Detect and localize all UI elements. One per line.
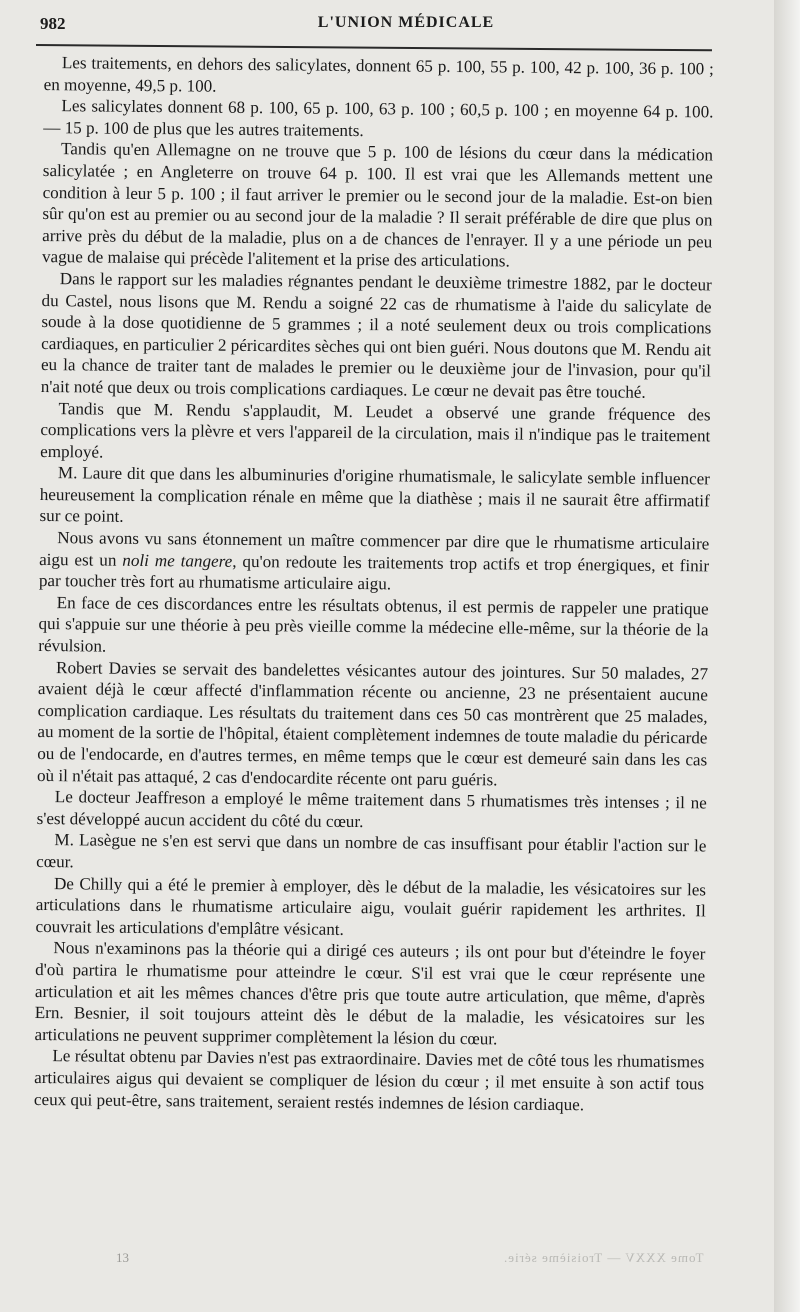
paragraph: M. Laure dit que dans les albuminuries d'origine rhumatismale, le salicylate semble influencer heureusement la complication rénale en même que la diathèse ; mais il ne saurait être affirmatif sur ce point. <box>39 463 711 527</box>
signature-mark: 13 <box>116 1250 129 1265</box>
paragraph: Le résultat obtenu par Davies n'est pas extraordinaire. Davies met de côté tous les rhumatismes articulaires aigus qui devaient se compliquer de lésion du cœur ; il met ensuite à son actif tous ceux qui peut-être, sans traitement, seraient restés indemnes de lésion cardiaque. <box>33 1046 705 1114</box>
header-rule <box>36 44 712 51</box>
paragraph: En face de ces discordances entre les résultats obtenus, il est permis de rappeler une pratique qui s'appuie sur une théorie à peu près vieille comme la médecine elle-même, sur la théorie de la révulsion. <box>38 592 709 656</box>
paragraph: De Chilly qui a été le premier à employer, dès le début de la maladie, les vésicatoires sur les articulations dans le rhumatisme articulaire aigu, voulait guérir rapidement les arthrites. Il couvrait les articulations d'emplâtre vésicant. <box>35 873 707 939</box>
paragraph: Les traitements, en dehors des salicylates, donnent 65 p. 100, 55 p. 100, 42 p. 100, 36 p. 100 ; en moyenne, 49,5 p. 100. <box>43 53 714 96</box>
page-number: 982 <box>40 14 66 33</box>
page-footer <box>110 1246 710 1270</box>
paragraph: Dans le rapport sur les maladies régnantes pendant le deuxième trimestre 1882, par le docteur du Castel, nous lisons que M. Rendu a soigné 22 cas de rhumatisme à l'aide du salicylate de soude à la dose quotidienne de 5 grammes ; il a noté seulement deux ou trois complications cardiaques, en particulier 2 péricardites sèches qui ont bien guéri. Nous doutons que M. Rendu ait eu la chance de traiter tant de malades le premier ou le deuxième jour de l'invasion, pour qu'il n'ait noté que deux ou trois complications cardiaques. Le cœur ne devait pas être touché. <box>40 269 712 402</box>
running-title: L'UNION MÉDICALE <box>317 14 495 31</box>
paragraph: Robert Davies se servait des bandelettes vésicantes autour des jointures. Sur 50 malades, 27 avaient déjà le cœur affecté d'inflammation récente ou ancienne, 23 ne présentaient aucune complication cardiaque. Les résultats du traitement dans ces 50 cas montrèrent que 25 malades, au moment de la sortie de l'hôpital, étaient complètement indemnes de toute maladie du péricarde ou de l'endocarde, en d'autres termes, en même temps que le cœur est demeuré sain dans les cas où il n'était pas attaqué, 2 cas d'endocardite récente ont paru guéris. <box>36 657 709 789</box>
paragraph: Tandis que M. Rendu s'applaudit, M. Leudet a observé une grande fréquence des complications vers la plèvre et vers l'appareil de la circulation, mais il n'indique pas le traitement employé. <box>40 398 711 462</box>
paragraph: Nous n'examinons pas la théorie qui a dirigé ces auteurs ; ils ont pour but d'éteindre le foyer d'où partira le rhumatisme pour atteindre le cœur. S'il est vrai que le cœur représente une articulation et ait les mêmes chances d'être pris que toute autre articulation, que même, d'après Ern. Besnier, il soit toujours atteint dès le début de la maladie, les vésicatoires sur les articulations ne peuvent supprimer complètement la lésion du cœur. <box>34 938 706 1049</box>
paragraph: Tandis qu'en Allemagne on ne trouve que 5 p. 100 de lésions du cœur dans la médication salicylatée ; en Angleterre on trouve 64 p. 100. Il est vrai que les Allemands mettent une condition à leur 5 p. 100 ; il faut arriver le premier ou le second jour de la maladie. Est-on bien sûr qu'on est au premier ou au second jour de la maladie ? Il serait préférable de dire que plus on arrive près du début de la maladie, plus on a de chances de l'enrayer. Il y a une période un peu vague de malaise qui précède l'alitement et la prise des articulations. <box>41 139 714 271</box>
paragraph: Les salicylates donnent 68 p. 100, 65 p. 100, 63 p. 100 ; 60,5 p. 100 ; en moyenne 64 p. 100. — 15 p. 100 de plus que les autres traitements. <box>43 96 714 140</box>
paragraph: M. Lasègue ne s'en est servi que dans un nombre de cas insuffisant pour établir l'action sur le cœur. <box>36 830 707 872</box>
page-header <box>36 8 716 36</box>
paragraph: Le docteur Jeaffreson a employé le même traitement dans 5 rhumatismes très intenses ; il ne s'est développé aucun accident du côté du cœur. <box>36 787 707 831</box>
bleed-through-text: Tome XXXV — Troisième série. <box>503 1250 704 1265</box>
page-edge-shadow <box>774 0 800 1312</box>
article-body <box>34 52 714 1116</box>
paragraph: Nous avons vu sans étonnement un maître commencer par dire que le rhumatisme articulaire aigu est un noli me tangere, qu'on redoute les traitements trop actifs et trop énergiques, et finir par toucher très fort au rhumatisme articulaire aigu. <box>38 528 710 594</box>
latin-phrase: noli me tangere <box>122 550 233 571</box>
